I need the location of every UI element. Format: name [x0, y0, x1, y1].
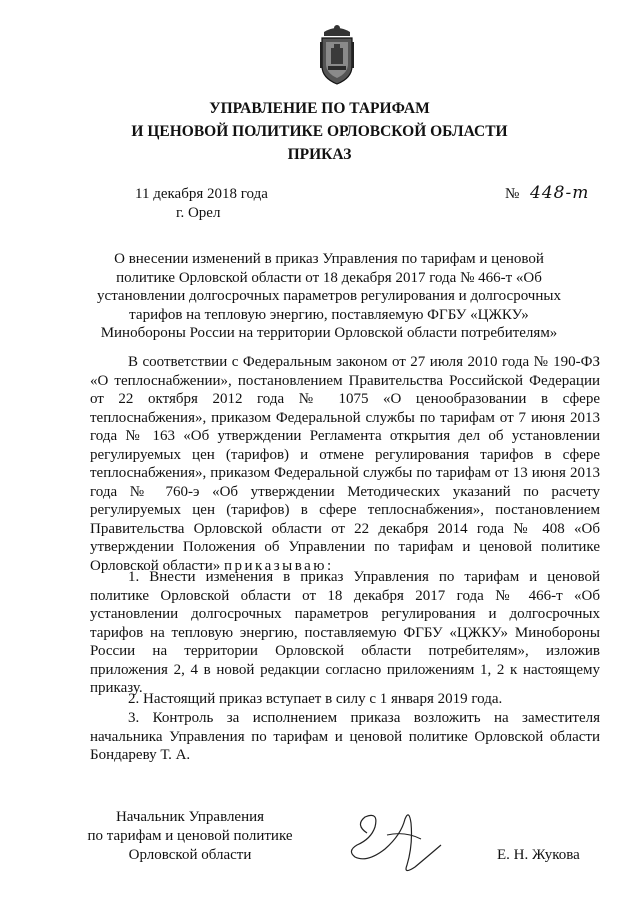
- order-item-1: 1. Внести изменения в приказ Управления по тарифам и ценовой политике Орловской области от 18 декабря 2017 года № 466-т «Об установлении долгосрочных параметров регулирования и долгосрочных тарифов на тепловую энергию, поставляемую ФГБУ «ЦЖКУ» Минобороны России на территории Орловской области потребителям», изложив приложения 2, 4 в новой редакции согласно приложениям 1, 2 к настоящему приказу.: [90, 569, 600, 696]
- document-subject: О внесении изменений в приказ Управления по тарифам и ценовой политике Орловской области от 18 декабря 2017 года № 466-т «Об установлении долгосрочных параметров регулирования и долгосрочных тарифов на тепловую энергию, поставляемую ФГБУ «ЦЖКУ» Минобороны России на территории Орловской области потребителям»: [97, 251, 561, 341]
- order-item-2: 2. Настоящий приказ вступает в силу с 1 января 2019 года.: [128, 691, 503, 707]
- org-title-line-2: И ЦЕНОВОЙ ПОЛИТИКЕ ОРЛОВСКОЙ ОБЛАСТИ: [131, 123, 508, 140]
- document-number-label: №: [505, 186, 520, 202]
- order-item-3: 3. Контроль за исполнением приказа возложить на заместителя начальника Управления по тарифам и ценовой политике Орловской области Бондареву Т. А.: [90, 710, 600, 763]
- preamble-text: В соответствии с Федеральным законом от 27 июля 2010 года № 190-ФЗ «О теплоснабжении», постановлением Правительства Российской Федерации от 22 октября 2012 года № 1075 «О ценообразовании в сфере теплоснабжения», приказом Федеральной службы по тарифам от 7 июня 2013 года № 163 «Об утверждении Регламента открытия дел об установлении регулируемых цен (тарифов) и отмене регулирования тарифов в сфере теплоснабжения», приказом Федеральной службы по тарифам от 13 июня 2013 года № 760-э «Об утверждении Методических указаний по расчету регулируемых цен (тарифов) в сфере теплоснабжения», постановлением Правительства Орловской области от 22 декабря 2014 года № 408 «Об утверждении Положения об Управлении по тарифам и ценовой политике Орловской области»: [90, 354, 600, 574]
- signatory-title-line-1: Начальник Управления: [115, 809, 265, 825]
- coat-of-arms-icon: [316, 22, 358, 86]
- order-word: приказываю:: [223, 557, 334, 574]
- signatory-title-line-3: Орловской области: [128, 847, 252, 863]
- signatory-name: Е. Н. Жукова: [497, 847, 580, 863]
- preamble-paragraph: [90, 353, 600, 575]
- signatory-title: [80, 808, 300, 865]
- signatory-title-line-2: по тарифам и ценовой политике: [87, 828, 293, 844]
- document-type: ПРИКАЗ: [287, 146, 352, 163]
- document-number-handwritten: 448-т: [530, 183, 590, 203]
- document-city: г. Орел: [176, 205, 221, 221]
- handwritten-signature: [345, 805, 465, 877]
- document-date: 11 декабря 2018 года: [135, 186, 268, 202]
- org-title-line-1: УПРАВЛЕНИЕ ПО ТАРИФАМ: [209, 100, 430, 117]
